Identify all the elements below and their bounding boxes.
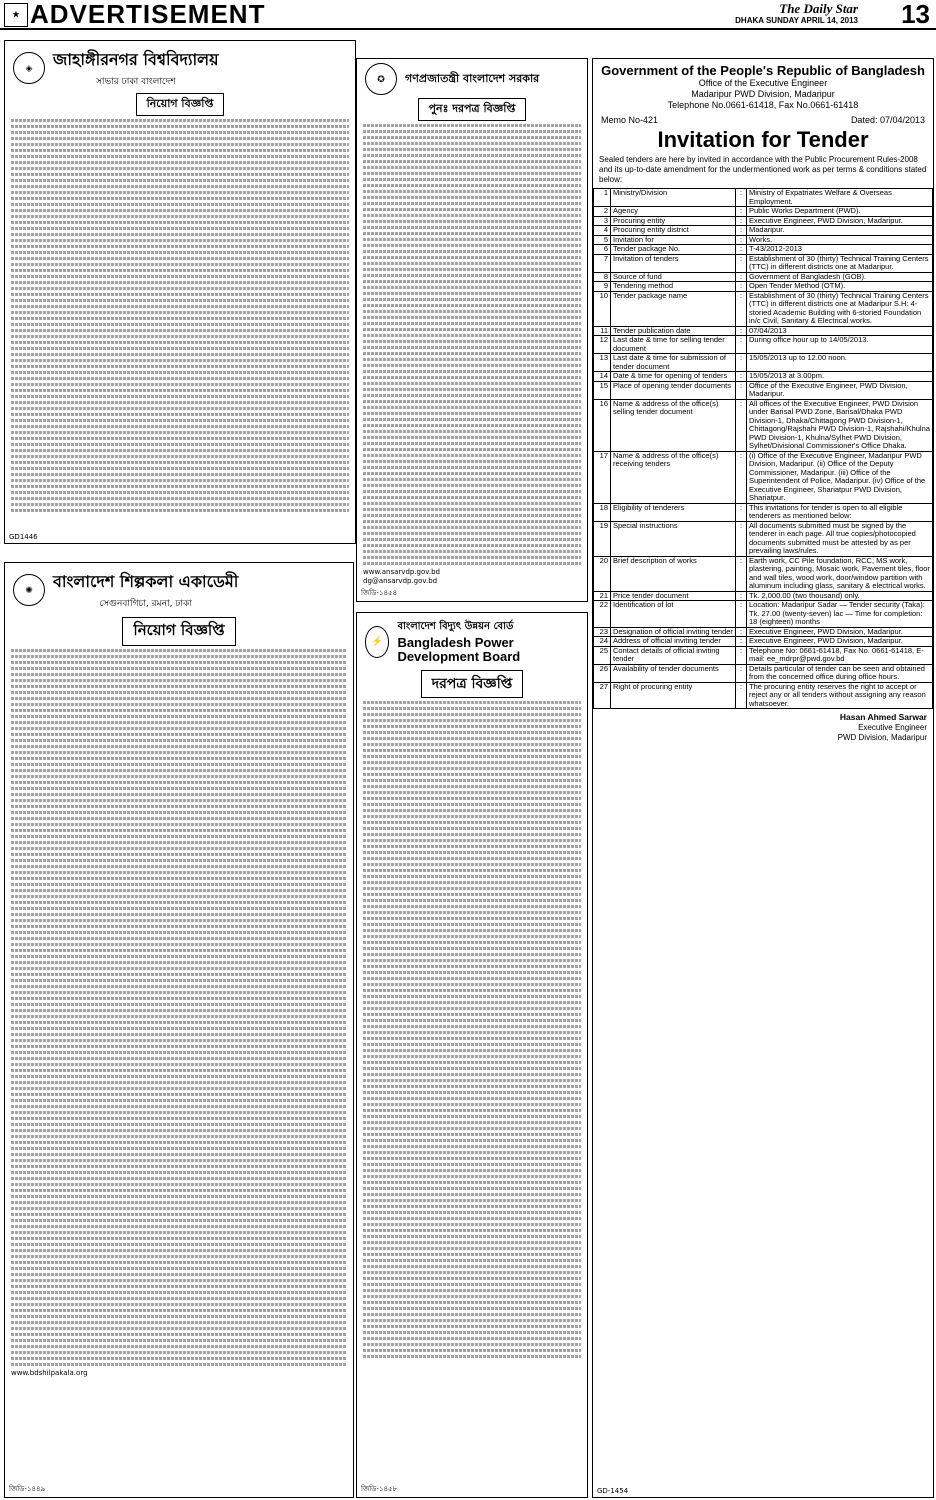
row-number: 1 xyxy=(594,189,611,207)
row-label: Availability of tender documents xyxy=(611,664,736,682)
row-colon: : xyxy=(736,503,747,521)
row-number: 9 xyxy=(594,282,611,292)
academy-seal-icon: ✺ xyxy=(13,574,45,606)
row-value: Public Works Department (PWD). xyxy=(747,207,933,217)
row-number: 11 xyxy=(594,326,611,336)
table-row xyxy=(594,226,933,236)
row-colon: : xyxy=(736,354,747,372)
row-label: Invitation of tenders xyxy=(611,254,736,272)
row-value: Establishment of 30 (thirty) Technical Training Centers (TTC) in different districts one at Madaripur S.H: 4-storied Academic Building with 6-storied Foundation in/c Civil, Sanitary & Electrical works. xyxy=(747,291,933,326)
row-label: Special instructions xyxy=(611,521,736,556)
row-value: During office hour up to 14/05/2013. xyxy=(747,336,933,354)
row-number: 4 xyxy=(594,226,611,236)
tender-intro: Sealed tenders are here by invited in accordance with the Public Procurement Rules-2008 and its up-to-date amendment for the undermentioned work as per terms & conditions stated below: xyxy=(599,155,927,184)
row-label: Date & time for opening of tenders xyxy=(611,372,736,382)
row-number: 16 xyxy=(594,399,611,451)
row-value: Earth work, CC Pile foundation, RCC, MS work, plastering, painting, Mosaic work, Pavement tiles, floor and wall tiles, wood work, door/window partition with aluminum including glass, sanitary & electrical works. xyxy=(747,556,933,591)
ad-shilpakala xyxy=(4,562,354,1498)
row-number: 10 xyxy=(594,291,611,326)
table-row xyxy=(594,291,933,326)
row-number: 20 xyxy=(594,556,611,591)
row-colon: : xyxy=(736,326,747,336)
row-label: Agency xyxy=(611,207,736,217)
row-number: 6 xyxy=(594,245,611,255)
row-value: Executive Engineer, PWD Division, Madaripur. xyxy=(747,216,933,226)
table-row xyxy=(594,646,933,664)
ad-banner: দরপত্র বিজ্ঞপ্তি xyxy=(421,670,523,698)
row-label: Price tender document xyxy=(611,591,736,601)
row-value: T-43/2012-2013 xyxy=(747,245,933,255)
row-label: Right of procuring entity xyxy=(611,682,736,709)
row-label: Brief description of works xyxy=(611,556,736,591)
row-colon: : xyxy=(736,646,747,664)
row-colon: : xyxy=(736,372,747,382)
row-value: Executive Engineer, PWD Division, Madaripur. xyxy=(747,627,933,637)
row-value: 15/05/2013 at 3.00pm. xyxy=(747,372,933,382)
row-label: Contact details of official inviting tender xyxy=(611,646,736,664)
row-number: 8 xyxy=(594,272,611,282)
row-colon: : xyxy=(736,207,747,217)
ad-title-bn: বাংলাদেশ বিদ্যুৎ উন্নয়ন বোর্ড xyxy=(397,621,514,632)
table-row xyxy=(594,664,933,682)
row-colon: : xyxy=(736,336,747,354)
row-colon: : xyxy=(736,637,747,647)
row-label: Name & address of the office(s) receiving tenders xyxy=(611,451,736,503)
signer-office: PWD Division, Madaripur xyxy=(837,733,927,742)
ad-gov-retender xyxy=(356,58,588,602)
row-label: Address of official inviting tender xyxy=(611,637,736,647)
table-row xyxy=(594,399,933,451)
row-number: 27 xyxy=(594,682,611,709)
row-colon: : xyxy=(736,189,747,207)
ad-invitation-for-tender xyxy=(592,58,934,1498)
page-header xyxy=(0,0,936,30)
row-number: 12 xyxy=(594,336,611,354)
row-colon: : xyxy=(736,291,747,326)
ad-code: GD-1454 xyxy=(597,1487,629,1495)
row-number: 2 xyxy=(594,207,611,217)
row-colon: : xyxy=(736,556,747,591)
section-title: ADVERTISEMENT xyxy=(30,0,266,29)
row-label: Procuring entity district xyxy=(611,226,736,236)
ad-body-text xyxy=(11,649,347,1366)
row-colon: : xyxy=(736,601,747,628)
tender-memo: Memo No-421 xyxy=(601,115,659,125)
row-colon: : xyxy=(736,521,747,556)
row-colon: : xyxy=(736,682,747,709)
row-colon: : xyxy=(736,381,747,399)
masthead-name: The Daily Star xyxy=(779,1,858,16)
row-label: Eligibility of tenderers xyxy=(611,503,736,521)
row-value: 15/05/2013 up to 12.00 noon. xyxy=(747,354,933,372)
table-row xyxy=(594,354,933,372)
row-colon: : xyxy=(736,272,747,282)
row-value: Works. xyxy=(747,235,933,245)
row-value: 07/04/2013 xyxy=(747,326,933,336)
tender-division: Madaripur PWD Division, Madaripur xyxy=(691,89,835,99)
ad-code: GD1446 xyxy=(9,533,38,541)
row-colon: : xyxy=(736,245,747,255)
row-label: Place of opening tender documents xyxy=(611,381,736,399)
row-number: 26 xyxy=(594,664,611,682)
table-row xyxy=(594,189,933,207)
row-colon: : xyxy=(736,627,747,637)
row-colon: : xyxy=(736,216,747,226)
tender-phone: Telephone No.0661-61418, Fax No.0661-61418 xyxy=(667,100,859,110)
row-value: Tk. 2,000.00 (two thousand) only. xyxy=(747,591,933,601)
ad-jahangirnagar xyxy=(4,40,356,544)
row-label: Designation of official inviting tender xyxy=(611,627,736,637)
row-number: 24 xyxy=(594,637,611,647)
table-row xyxy=(594,637,933,647)
row-value: Government of Bangladesh (GOB). xyxy=(747,272,933,282)
ad-email: dg@ansarvdp.gov.bd xyxy=(363,577,438,585)
row-number: 17 xyxy=(594,451,611,503)
row-number: 7 xyxy=(594,254,611,272)
row-label: Last date & time for selling tender document xyxy=(611,336,736,354)
ad-body-table xyxy=(363,124,581,565)
tender-table xyxy=(593,188,933,709)
ad-subtitle: সাভার ঢাকা বাংলাদেশ xyxy=(95,77,176,87)
ad-website: www.ansarvdp.gov.bd xyxy=(363,568,440,576)
row-label: Ministry/Division xyxy=(611,189,736,207)
row-value: (i) Office of the Executive Engineer, Madaripur PWD Division, Madaripur. (ii) Office of the Deputy Commissioner, Madaripur. (iii) Office of the Superintendent of Police, Madaripur. (iv) Office of the Executive Engineer, Shariatpur PWD Division, Shariatpur. xyxy=(747,451,933,503)
ad-code: জিডি-১৪৫৪ xyxy=(361,589,398,597)
row-value: Telephone No: 0661-61418, Fax No. 0661-61418, E-mail: ee_mdrpr@pwd.gov.bd xyxy=(747,646,933,664)
row-colon: : xyxy=(736,664,747,682)
row-colon: : xyxy=(736,399,747,451)
row-number: 23 xyxy=(594,627,611,637)
row-label: Tender package No. xyxy=(611,245,736,255)
tender-title: Invitation for Tender xyxy=(657,127,869,152)
table-row xyxy=(594,207,933,217)
row-value: Location: Madaripur Sadar — Tender security (Taka): Tk. 27.00 (twenty-seven) lac — Time for completion: 18 (eighteen) months xyxy=(747,601,933,628)
table-row xyxy=(594,372,933,382)
row-value: The procuring entity reserves the right to accept or reject any or all tenders without assigning any reason whatsoever. xyxy=(747,682,933,709)
table-row xyxy=(594,503,933,521)
table-row xyxy=(594,336,933,354)
ad-subtitle: সেগুনবাগিচা, রমনা, ঢাকা xyxy=(99,599,192,609)
tender-office: Office of the Executive Engineer xyxy=(698,78,828,88)
ad-body-table xyxy=(363,701,581,1358)
ad-website: www.bdshilpakala.org xyxy=(11,1369,88,1377)
row-colon: : xyxy=(736,235,747,245)
row-value: Office of the Executive Engineer, PWD Division, Madaripur. xyxy=(747,381,933,399)
ad-title: গণপ্রজাতন্ত্রী বাংলাদেশ সরকার xyxy=(405,71,540,85)
row-label: Procuring entity xyxy=(611,216,736,226)
masthead-date: DHAKA SUNDAY APRIL 14, 2013 xyxy=(735,16,858,25)
row-value: Ministry of Expatriates Welfare & Overseas Employment. xyxy=(747,189,933,207)
signer-title: Executive Engineer xyxy=(858,723,927,732)
ad-title: জাহাঙ্গীরনগর বিশ্ববিদ্যালয় xyxy=(53,50,219,69)
ad-banner: নিয়োগ বিজ্ঞপ্তি xyxy=(122,617,235,646)
row-value: Open Tender Method (OTM). xyxy=(747,282,933,292)
ad-body-text xyxy=(11,119,349,512)
row-number: 13 xyxy=(594,354,611,372)
ad-banner: পুনঃ দরপত্র বিজ্ঞপ্তি xyxy=(418,98,527,121)
tender-dated: Dated: 07/04/2013 xyxy=(850,115,925,125)
row-value: Details particular of tender can be seen and obtained from the concerned office during office hours. xyxy=(747,664,933,682)
row-value: All offices of the Executive Engineer, PWD Division under Barisal PWD Zone, Barisal/Dhaka PWD Division-1, Dhaka/Chittagong PWD Division-1, Chittagong/Rajshahi PWD Division-1, Rajshahi/Khulna PWD Division-1, Khulna/Sylhet PWD Division, Sylhet/Divisional Commissioner's Office Dhaka. xyxy=(747,399,933,451)
ad-title: বাংলাদেশ শিল্পকলা একাডেমী xyxy=(53,572,239,591)
table-row xyxy=(594,451,933,503)
row-colon: : xyxy=(736,591,747,601)
row-number: 18 xyxy=(594,503,611,521)
ad-title-en: Bangladesh Power Development Board xyxy=(397,635,521,664)
row-number: 15 xyxy=(594,381,611,399)
row-value: Executive Engineer, PWD Division, Madaripur. xyxy=(747,637,933,647)
row-number: 3 xyxy=(594,216,611,226)
row-value: This invitations for tender is open to all eligible tenderers as mentioned below: xyxy=(747,503,933,521)
table-row xyxy=(594,245,933,255)
table-row xyxy=(594,601,933,628)
ad-bpdb xyxy=(356,612,588,1498)
government-seal-icon: ✪ xyxy=(365,63,397,95)
row-label: Last date & time for submission of tender document xyxy=(611,354,736,372)
table-row xyxy=(594,521,933,556)
row-value: All documents submitted must be signed by the tenderer in each page. All true copies/photocopied documents submitted must be attested by as per prevailing laws/rules. xyxy=(747,521,933,556)
page-number: 13 xyxy=(901,0,930,29)
row-number: 25 xyxy=(594,646,611,664)
row-colon: : xyxy=(736,282,747,292)
row-label: Tender package name xyxy=(611,291,736,326)
row-number: 5 xyxy=(594,235,611,245)
ad-banner: নিয়োগ বিজ্ঞপ্তি xyxy=(136,93,225,116)
ad-code: জিডি-১৪৪৯ xyxy=(9,1485,46,1493)
row-value: Establishment of 30 (thirty) Technical Training Centers (TTC) in different districts one at Madaripur. xyxy=(747,254,933,272)
row-number: 21 xyxy=(594,591,611,601)
row-colon: : xyxy=(736,451,747,503)
row-label: Invitation for xyxy=(611,235,736,245)
row-label: Name & address of the office(s) selling tender document xyxy=(611,399,736,451)
row-number: 22 xyxy=(594,601,611,628)
row-value: Madaripur. xyxy=(747,226,933,236)
signer-name: Hasan Ahmed Sarwar xyxy=(839,712,927,722)
row-label: Tender publication date xyxy=(611,326,736,336)
tender-signature xyxy=(593,709,933,743)
row-number: 14 xyxy=(594,372,611,382)
table-row xyxy=(594,381,933,399)
row-label: Tendering method xyxy=(611,282,736,292)
table-row xyxy=(594,254,933,272)
table-row xyxy=(594,282,933,292)
row-number: 19 xyxy=(594,521,611,556)
masthead xyxy=(735,2,858,25)
ad-code: জিডি-১৪৫৮ xyxy=(361,1485,398,1493)
row-label: Identification of lot xyxy=(611,601,736,628)
row-colon: : xyxy=(736,226,747,236)
row-colon: : xyxy=(736,254,747,272)
table-row xyxy=(594,682,933,709)
row-label: Source of fund xyxy=(611,272,736,282)
tender-gov-title: Government of the People's Republic of Bangladesh xyxy=(601,63,925,78)
university-seal-icon: ◈ xyxy=(13,52,45,84)
star-logo-icon: ★ xyxy=(4,3,28,27)
bpdb-logo-icon: ⚡ xyxy=(365,626,389,658)
table-row xyxy=(594,556,933,591)
